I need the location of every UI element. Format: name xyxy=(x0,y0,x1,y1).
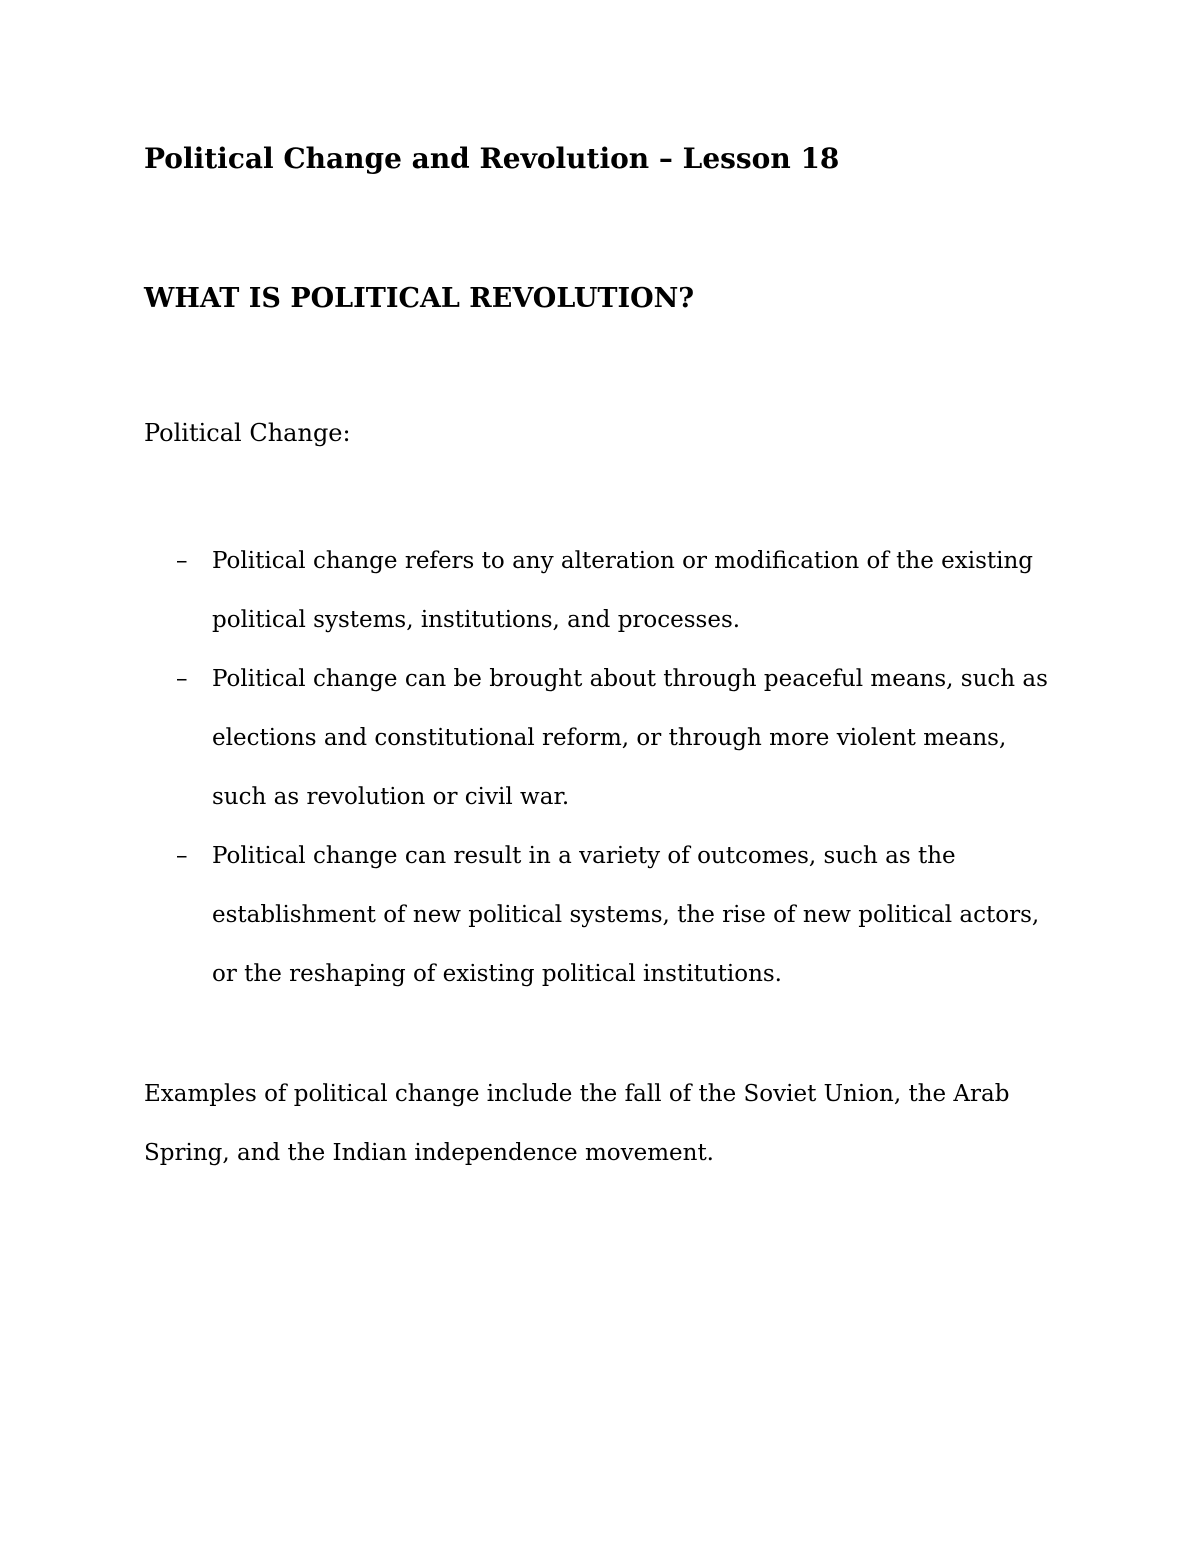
dash-bullet-icon: – xyxy=(176,666,188,692)
dash-bullet-icon: – xyxy=(176,548,188,574)
bullet-text: Political change can be brought about through peaceful means, such as elections and constitutional reform, or through more violent means, such as revolution or civil war. xyxy=(212,666,1048,810)
list-item xyxy=(144,827,1054,1004)
subheading: Political Change: xyxy=(144,419,351,447)
bullet-list xyxy=(144,532,1054,1004)
dash-bullet-icon: – xyxy=(176,843,188,869)
bullet-text: Political change refers to any alteration or modification of the existing political systems, institutions, and processes. xyxy=(212,548,1034,633)
list-item xyxy=(144,532,1054,650)
document-title: Political Change and Revolution – Lesson 18 xyxy=(144,142,840,175)
examples-paragraph: Examples of political change include the fall of the Soviet Union, the Arab Spring, and the Indian independence movement. xyxy=(144,1081,1010,1166)
section-heading: WHAT IS POLITICAL REVOLUTION? xyxy=(144,283,695,314)
list-item xyxy=(144,650,1054,827)
bullet-text: Political change can result in a variety of outcomes, such as the establishment of new political systems, the rise of new political actors, or the reshaping of existing political institutions. xyxy=(212,843,1040,987)
